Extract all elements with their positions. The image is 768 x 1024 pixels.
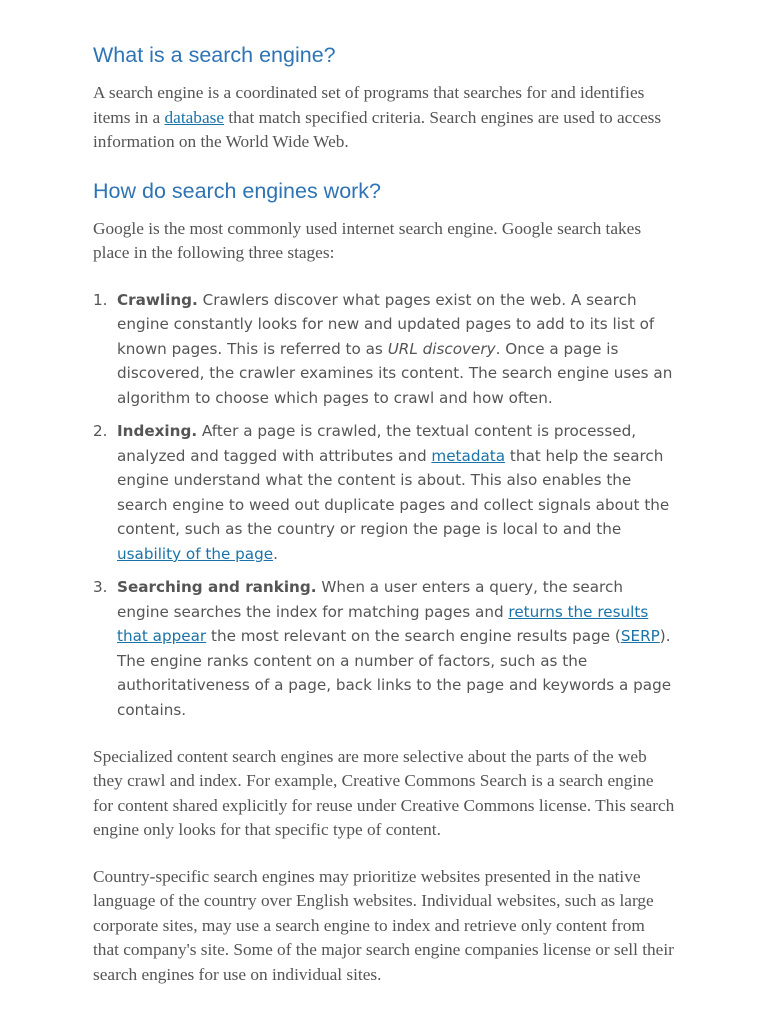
intro-text-before: A search engine is a coordinated set of programs that searches for and identifies items in a <box>93 83 645 127</box>
list-item-crawling <box>93 288 675 411</box>
stage-text: . Once a page is discovered, the crawler examines its content. The search engine uses an algorithm to choose which pages to crawl and how often. <box>117 339 673 407</box>
database-link[interactable]: database <box>164 107 225 127</box>
usability-of-the-page-link[interactable]: usability of the page <box>117 544 274 563</box>
serp-link[interactable]: SERP <box>620 627 660 646</box>
document-page <box>93 36 675 1009</box>
list-item-searching-ranking <box>93 575 675 723</box>
stage-title: Searching and ranking. <box>117 578 317 597</box>
stage-text: that help the search engine understand what the content is about. This also enables the search engine to weed out duplicate pages and collect signals about the content, such as the country or region the page is local to and the <box>117 446 670 539</box>
stages-list <box>93 288 675 723</box>
stage-title: Indexing. <box>117 421 198 440</box>
intro-paragraph <box>93 81 675 155</box>
url-discovery-term: URL discovery <box>387 339 496 358</box>
intro-text-after: that match specified criteria. Search engines are used to access information on the World Wide Web. <box>93 107 662 151</box>
stage-text: the most relevant on the search engine results page ( <box>206 627 621 646</box>
list-item-indexing <box>93 419 675 567</box>
google-intro-paragraph: Google is the most commonly used internet search engine. Google search takes place in the following three stages: <box>93 218 642 262</box>
list-number: 3. <box>93 578 108 597</box>
returns-results-link[interactable]: returns the results that appear <box>117 602 649 646</box>
heading-what-is-search-engine: What is a search engine? <box>93 43 336 67</box>
specialized-paragraph: Specialized content search engines are more selective about the parts of the web they crawl and index. For example, Creative Commons Search is a search engine for content shared explicitly for reuse under Creative Commons license. This search engine only looks for that specific type of content. <box>93 746 675 840</box>
stage-text: When a user enters a query, the search engine searches the index for matching pages and <box>117 578 623 621</box>
metadata-link[interactable]: metadata <box>431 446 506 465</box>
stage-text: After a page is crawled, the textual content is processed, analyzed and tagged with attributes and <box>117 421 637 465</box>
list-number: 1. <box>93 290 108 309</box>
stage-text: Crawlers discover what pages exist on the web. A search engine constantly looks for new and updated pages to add to its list of known pages. This is referred to as <box>117 290 655 358</box>
stage-title: Crawling. <box>117 290 198 309</box>
heading-how-search-engines-work: How do search engines work? <box>93 178 382 203</box>
stage-text: ). The engine ranks content on a number of factors, such as the authoritativeness of a page, back links to the page and keywords a page contains. <box>117 627 672 719</box>
list-number: 2. <box>93 421 108 440</box>
stage-text: . <box>273 544 278 563</box>
country-specific-paragraph: Country-specific search engines may prioritize websites presented in the native language of the country over English websites. Individual websites, such as large corporate sites, may use a search engine to index and retrieve only content from that company's site. Some of the major search engine companies license or sell their search engines for use on individual sites. <box>93 866 674 984</box>
